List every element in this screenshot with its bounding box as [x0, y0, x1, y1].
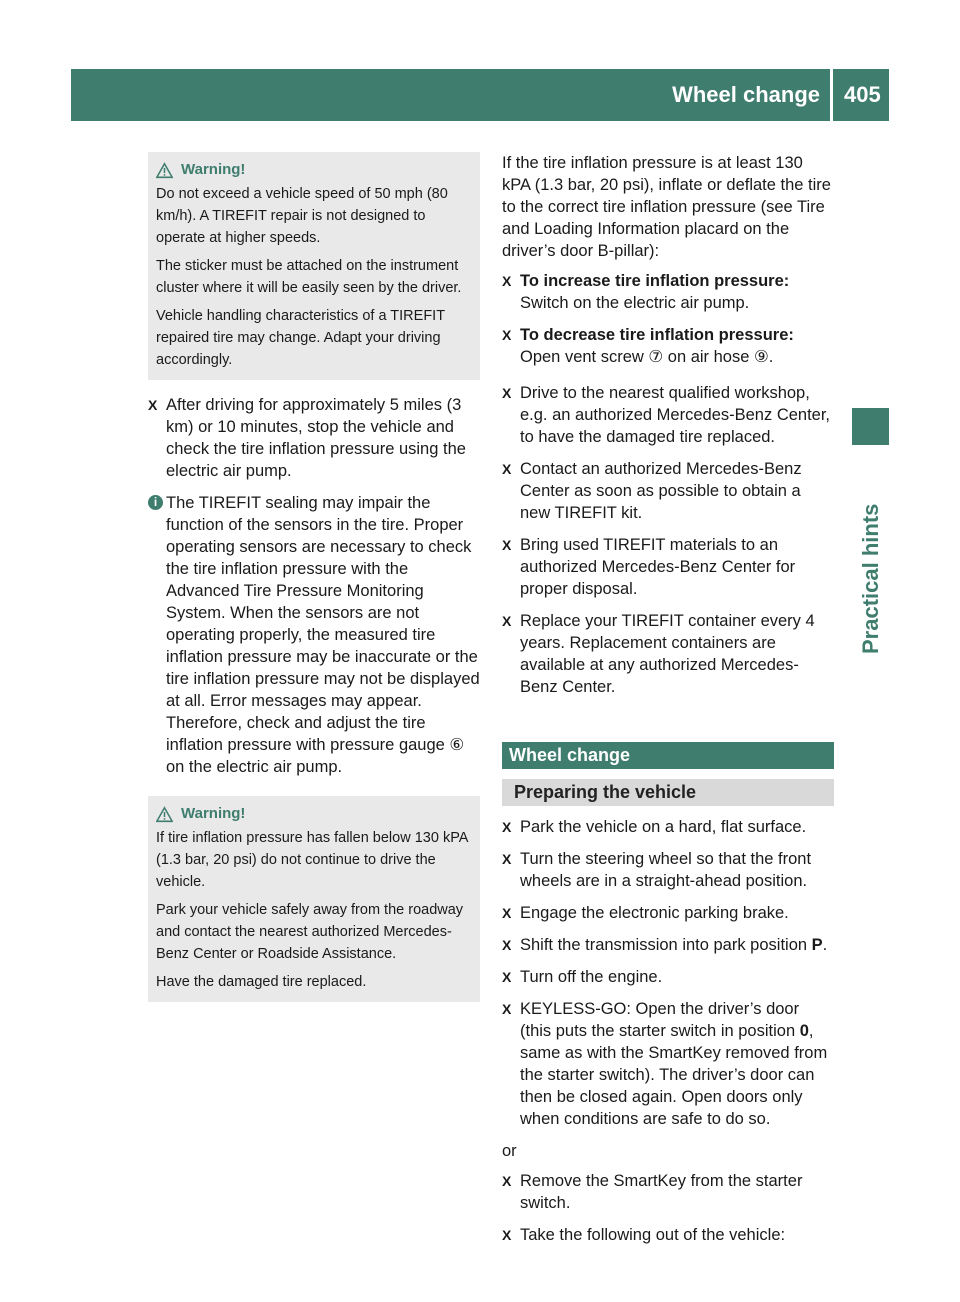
step-arrow-icon: X — [502, 851, 512, 867]
warning-text: If tire inflation pressure has fallen below 130 kPA (1.3 bar, 20 psi) do not continue to drive the vehicle. — [156, 830, 468, 890]
warning-text: The sticker must be attached on the instrument cluster where it will be easily seen by the driver. — [156, 258, 462, 296]
left-column — [148, 152, 480, 1002]
subsection-heading: Preparing the vehicle — [502, 779, 834, 806]
step-arrow-icon: X — [502, 385, 512, 401]
info-icon: i — [148, 495, 163, 510]
header-divider — [830, 69, 833, 121]
warning-text: Vehicle handling characteristics of a TIREFIT repaired tire may change. Adapt your driving accordingly. — [156, 308, 445, 368]
step-arrow-icon: X — [502, 937, 512, 953]
side-tab-marker — [852, 408, 889, 445]
instruction-step: X Drive to the nearest qualified workshop, e.g. an authorized Mercedes-Benz Center, to have the damaged tire replaced. — [502, 384, 831, 446]
warning-box — [148, 796, 480, 1002]
instruction-step: X Take the following out of the vehicle: — [502, 1226, 786, 1244]
step-arrow-icon: X — [502, 327, 512, 343]
instruction-step: X Replace your TIREFIT container every 4 years. Replacement containers are available at any authorized Mercedes-Benz Center. — [502, 612, 815, 696]
step-arrow-icon: X — [502, 1173, 512, 1189]
step-arrow-icon: X — [502, 819, 512, 835]
warning-triangle-icon — [156, 806, 173, 823]
instruction-step: X Remove the SmartKey from the starter switch. — [502, 1172, 803, 1212]
page-title: Wheel change — [672, 82, 820, 107]
or-text: or — [502, 1142, 517, 1160]
intro-paragraph: If the tire inflation pressure is at least 130 kPA (1.3 bar, 20 psi), inflate or deflate the tire to the correct tire inflation pressure (see Tire and Loading Information placard on the driver’s door B-pillar): — [502, 154, 831, 260]
instruction-step: X Contact an authorized Mercedes-Benz Center as soon as possible to obtain a new TIREFIT kit. — [502, 460, 802, 522]
instruction-step: X Park the vehicle on a hard, flat surface. — [502, 818, 807, 836]
step-arrow-icon: X — [502, 461, 512, 477]
section-heading: Wheel change — [502, 742, 834, 769]
step-arrow-icon: X — [502, 273, 512, 289]
step-arrow-icon: X — [502, 537, 512, 553]
step-arrow-icon: X — [502, 1227, 512, 1243]
step-arrow-icon: X — [502, 969, 512, 985]
step-arrow-icon: X — [148, 397, 158, 413]
instruction-step: X Shift the transmission into park position P. — [502, 936, 828, 954]
warning-box — [148, 152, 480, 380]
step-arrow-icon: X — [502, 613, 512, 629]
instruction-step: X To increase tire inflation pressure: Switch on the electric air pump. — [502, 272, 790, 312]
right-column — [502, 152, 834, 1256]
step-arrow-icon: X — [502, 1001, 512, 1017]
instruction-step: X Turn the steering wheel so that the front wheels are in a straight-ahead position. — [502, 850, 812, 890]
info-note: i The TIREFIT sealing may impair the function of the sensors in the tire. Proper operating sensors are necessary to check the tire inflation pressure with the Advanced Tire Pressure Monitoring System. When the sensors are not operating properly, the measured tire inflation pressure may be inaccurate or the tire inflation pressure may not be displayed at all. Error messages may appear. Therefore, check and adjust the tire inflation pressure with pressure gauge ⑥ on the electric air pump. — [148, 492, 480, 778]
warning-text: Park your vehicle safely away from the roadway and contact the nearest authorized Mercedes-Benz Center or Roadside Assistance. — [156, 902, 464, 962]
warning-triangle-icon — [156, 162, 173, 179]
warning-title: Warning! — [156, 159, 471, 181]
instruction-step: X KEYLESS-GO: Open the driver’s door (this puts the starter switch in position 0, same as with the SmartKey removed from the starter switch). The driver’s door can then be closed again. Open doors only when conditions are safe to do so. — [502, 1000, 828, 1128]
warning-text: Do not exceed a vehicle speed of 50 mph (80 km/h). A TIREFIT repair is not designed to operate at higher speeds. — [156, 186, 448, 246]
warning-text: Have the damaged tire replaced. — [156, 974, 367, 990]
step-arrow-icon: X — [502, 905, 512, 921]
instruction-step: X Bring used TIREFIT materials to an authorized Mercedes-Benz Center for proper disposal. — [502, 536, 796, 598]
warning-title: Warning! — [156, 803, 471, 825]
instruction-step: X Turn off the engine. — [502, 968, 663, 986]
instruction-step: X Engage the electronic parking brake. — [502, 904, 789, 922]
instruction-step: X To decrease tire inflation pressure: Open vent screw ⑦ on air hose ⑨. — [502, 326, 794, 366]
side-tab-label: Practical hints — [858, 503, 883, 654]
instruction-step: X After driving for approximately 5 miles (3 km) or 10 minutes, stop the vehicle and check the tire inflation pressure using the electric air pump. — [148, 396, 466, 480]
page-number: 405 — [844, 82, 881, 107]
